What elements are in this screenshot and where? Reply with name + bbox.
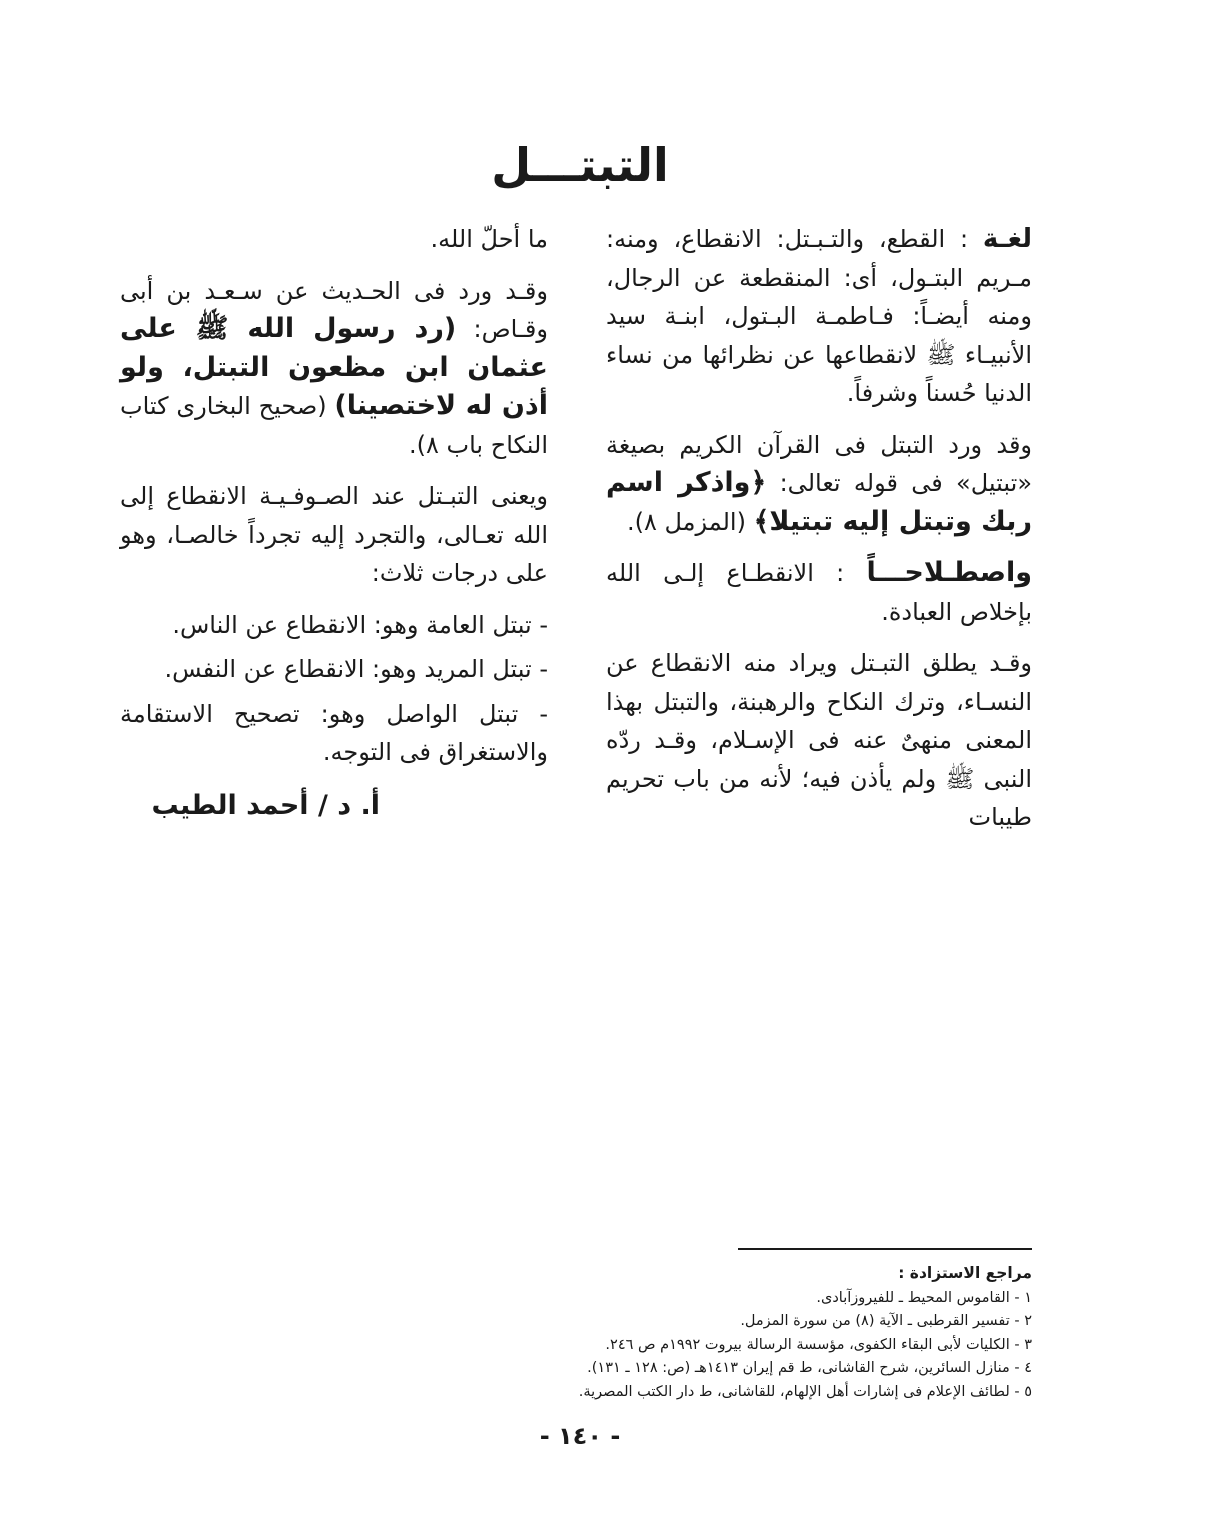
paragraph-text: : الانقطـاع إلـى الله بإخلاص العبادة. xyxy=(606,559,1032,626)
page-title: التبتـــل xyxy=(491,138,669,192)
term-technical: واصطـلاحـــاً xyxy=(866,557,1032,588)
paragraph-text: : القطع، والتـبـتل: الانقطاع، ومنه: مـريم البتـول، أى: المنقطعة عن الرجال، ومنه أيضـاً: فـاطمـة البـتول، ابنـة سيد الأنبيـاء ﷺ لانقطاعها عن نظرائها من نساء الدنيا حُسناً وشرفاً. xyxy=(606,225,1032,407)
footnote-item: ٤ - منازل السائرين، شرح القاشانى، ط قم إيران ١٤١٣هـ (ص: ١٢٨ ـ ١٣١). xyxy=(587,1360,1032,1376)
term-linguistic: لغـة xyxy=(982,224,1032,254)
paragraph-hadith xyxy=(120,272,548,465)
paragraph-celibacy-meaning: وقـد يطلق التبـتل ويراد منه الانقطاع عن النسـاء، وترك النكاح والرهبنة، والتبتل بهذا المعنى منهىٌ عنه فى الإسـلام، وقـد ردّه النبى ﷺ ولم يأذن فيه؛ لأنه من باب تحريم طيبات xyxy=(606,649,1032,831)
footnotes-heading: مراجع الاستزادة : xyxy=(898,1264,1032,1282)
footnote-item: ٢ - تفسير القرطبى ـ الآية (٨) من سورة المزمل. xyxy=(740,1313,1032,1329)
paragraph-text: وقـد ورد فى الحـديث عن سـعـد بن أبى وقـاص: xyxy=(120,276,548,343)
paragraph-linguistic-definition xyxy=(606,220,1032,413)
page-number: - ١٤٠ - xyxy=(539,1422,621,1450)
paragraph-quran-reference xyxy=(606,426,1032,542)
left-column xyxy=(120,220,548,778)
footnote-divider xyxy=(738,1248,1032,1250)
footnote-item: ٣ - الكليات لأبى البقاء الكفوى، مؤسسة الرسالة بيروت ١٩٩٢م ص ٢٤٦. xyxy=(605,1336,1032,1353)
footnote-item: ٥ - لطائف الإعلام فى إشارات أهل الإلهام، للقاشانى، ط دار الكتب المصرية. xyxy=(578,1383,1032,1400)
hadith-quote: (رد رسول الله ﷺ على عثمان ابن مظعون التبتل، ولو أذن له لاختصينا) xyxy=(120,313,548,421)
paragraph-technical-definition xyxy=(606,554,1032,631)
author-signature: أ. د / أحمد الطيب xyxy=(151,790,380,821)
paragraph-text: وقد ورد التبتل فى القرآن الكريم بصيغة «تبتيل» فى قوله تعالى: xyxy=(606,430,1032,497)
right-column xyxy=(606,220,1032,850)
verse-reference: (المزمل ٨). xyxy=(626,507,754,536)
paragraph-sufi-definition: ويعنى التبـتل عند الصـوفـيـة الانقطاع إلى الله تعـالى، والتجرد إليه تجرداً خالصـا، وهو على درجات ثلاث: xyxy=(120,482,548,587)
hadith-source: (صحيح البخارى كتاب النكاح باب ٨). xyxy=(120,392,548,459)
list-item: - تبتل العامة وهو: الانقطاع عن الناس. xyxy=(172,610,548,639)
quran-verse: ﴿واذكر اسم ربك وتبتل إليه تبتيلا﴾ xyxy=(606,467,1032,537)
list-item: - تبتل المريد وهو: الانقطاع عن النفس. xyxy=(164,655,548,683)
paragraph-continuation: ما أحلّ الله. xyxy=(430,225,548,253)
footnote-item: ١ - القاموس المحيط ـ للفيروزآبادى. xyxy=(816,1289,1032,1306)
list-item: - تبتل الواصل وهو: تصحيح الاستقامة والاستغراق فى التوجه. xyxy=(120,699,548,766)
footnotes xyxy=(480,1262,1032,1404)
